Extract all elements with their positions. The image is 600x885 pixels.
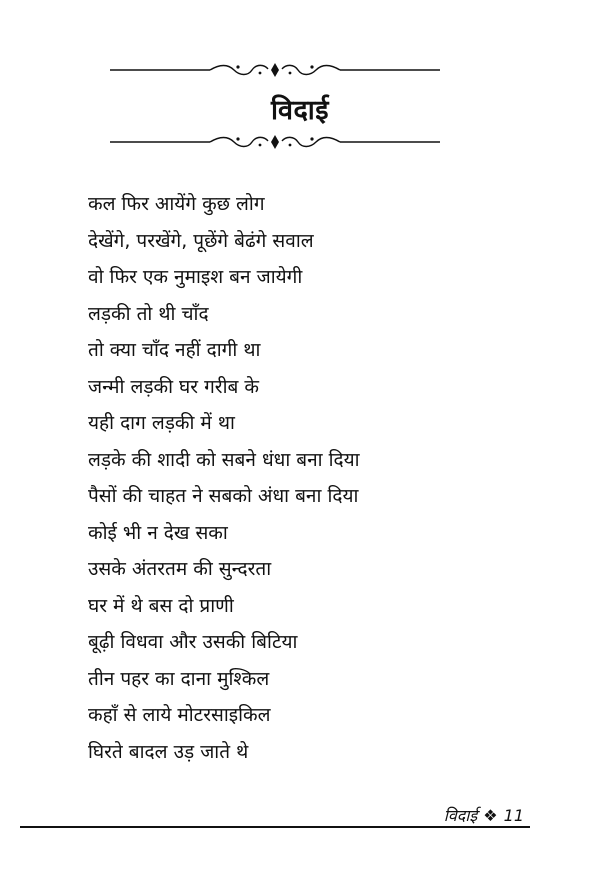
page-number: 11 [503, 806, 524, 825]
poem-line: बूढ़ी विधवा और उसकी बिटिया [88, 631, 298, 653]
poem-line: कहाँ से लाये मोटरसाइकिल [88, 704, 271, 726]
poem-line: तीन पहर का दाना मुश्किल [88, 667, 270, 690]
poem-line: पैसों की चाहत ने सबको अंधा बना दिया [88, 485, 359, 507]
poem-line: कल फिर आयेंगे कुछ लोग [88, 193, 265, 215]
poem-line: लड़की तो थी चाँद [88, 302, 209, 325]
poem-line: घर में थे बस दो प्राणी [88, 594, 234, 617]
poem-line: लड़के की शादी को सबने धंधा बना दिया [88, 448, 360, 471]
poem-line: जन्मी लड़की घर गरीब के [88, 375, 259, 398]
running-footer [444, 804, 524, 826]
poem-line: कोई भी न देख सका [88, 521, 228, 544]
poem-line: वो फिर एक नुमाइश बन जायेगी [88, 266, 303, 288]
poem-line: तो क्या चाँद नहीं दागी था [88, 339, 261, 361]
poem-line: घिरते बादल उड़ जाते थे [88, 740, 249, 763]
footer-section-title: विदाई [443, 806, 478, 825]
poem-body [88, 186, 558, 770]
poem-line: उसके अंतरतम की सुन्दरता [88, 558, 272, 580]
poem-line: देखेंगे, परखेंगे, पूछेंगे बेढंगे सवाल [88, 229, 314, 252]
footer-separator-icon: ❖ [483, 806, 498, 825]
page-title: विदाई [270, 95, 330, 126]
poem-line: यही दाग लड़की में था [88, 412, 235, 434]
top-ornament-divider [110, 60, 440, 80]
footer-rule [20, 826, 530, 828]
bottom-ornament-divider [110, 132, 440, 152]
